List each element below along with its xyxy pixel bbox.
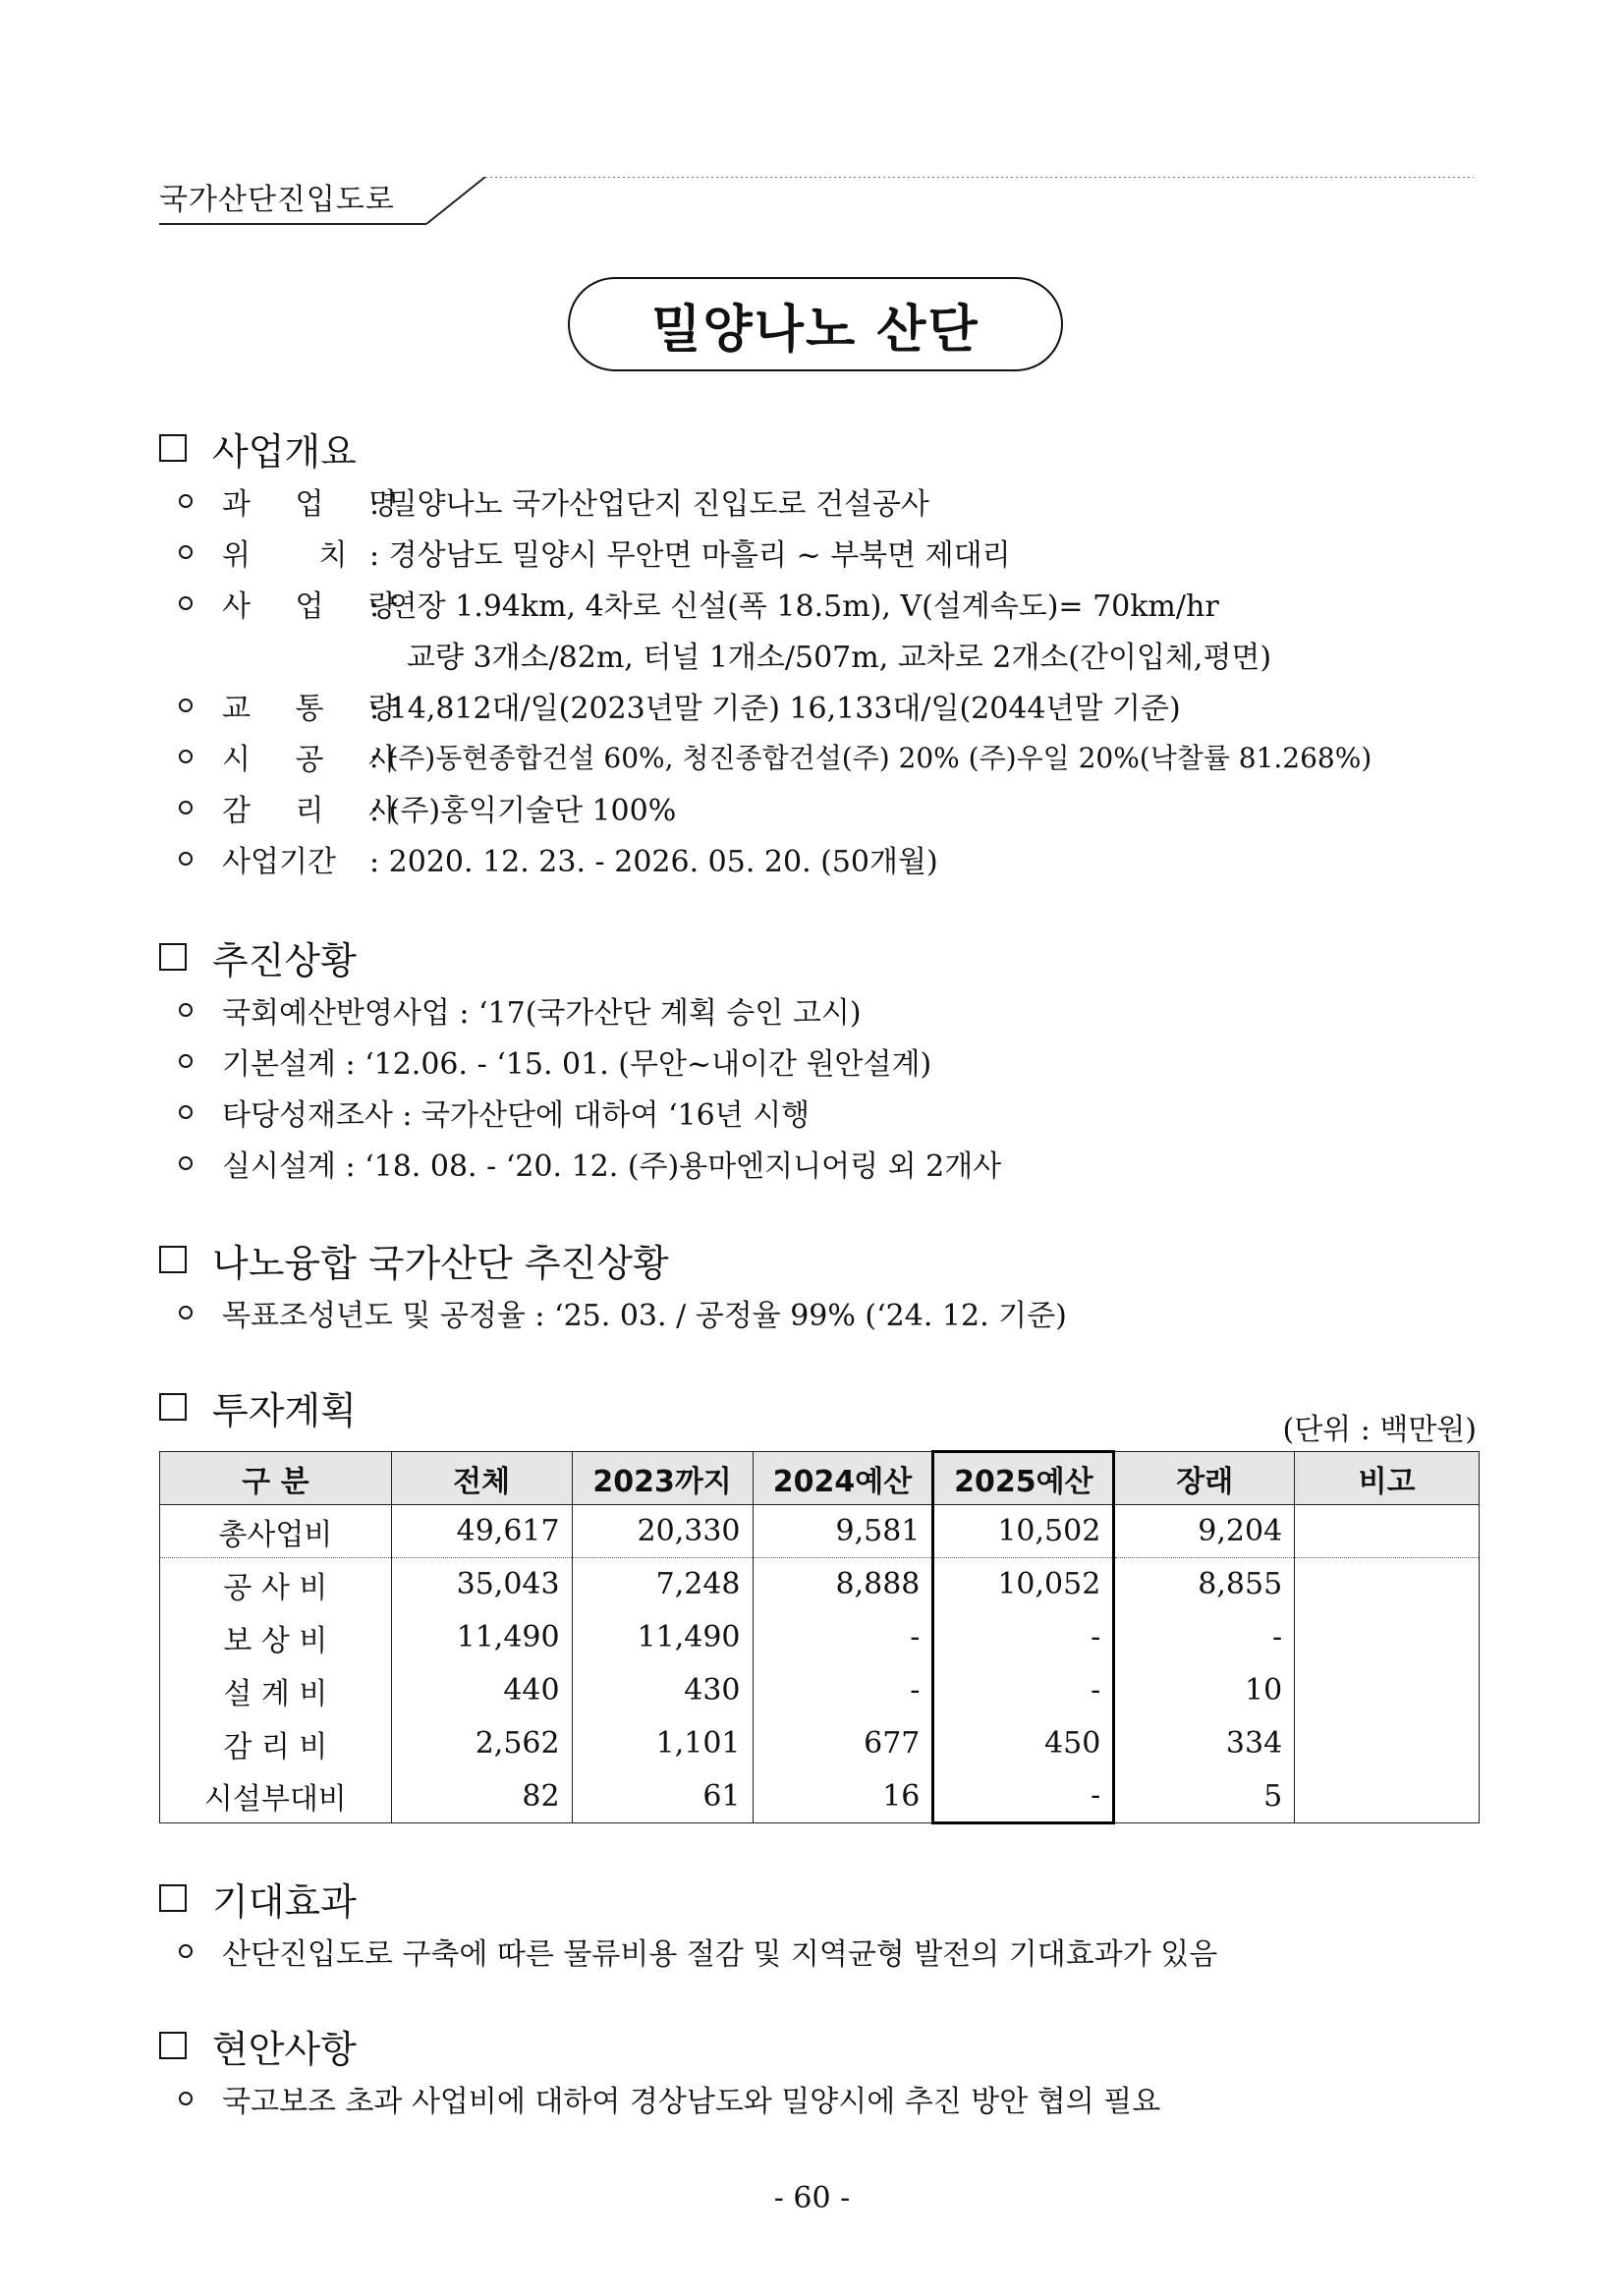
circle-bullet-icon — [179, 545, 193, 559]
checkbox-square-icon — [159, 1393, 187, 1421]
cell-2024: 16 — [753, 1770, 933, 1823]
item-text: 기본설계 : ‘12.06. - ‘15. 01. (무안~내이간 원안설계) — [222, 1047, 932, 1082]
circle-bullet-icon — [179, 2092, 193, 2105]
checkbox-square-icon — [159, 1884, 187, 1912]
item-value: : 2020. 12. 23. - 2026. 05. 20. (50개월) — [369, 845, 938, 879]
header-category: 국가산단진입도로 — [159, 183, 395, 217]
section-heading — [159, 929, 1001, 984]
cell-2025: 10,052 — [933, 1558, 1114, 1611]
column-header: 장래 — [1114, 1452, 1295, 1505]
list-item — [159, 984, 1001, 1036]
cell-total: 11,490 — [391, 1611, 572, 1664]
cell-total: 440 — [391, 1664, 572, 1717]
cell-2023: 11,490 — [572, 1611, 753, 1664]
item-label: 시 공 사 — [222, 743, 416, 777]
cell-2025: - — [933, 1770, 1114, 1823]
cell-remarks — [1295, 1505, 1480, 1558]
column-header: 비고 — [1295, 1452, 1480, 1505]
cell-remarks — [1295, 1770, 1480, 1823]
item-text: 실시설계 : ‘18. 08. - ‘20. 12. (주)용마엔지니어링 외 2개사 — [222, 1149, 1002, 1184]
list-item — [159, 1036, 1001, 1087]
list-item — [159, 476, 1372, 527]
item-value: : (주)홍익기술단 100% — [369, 794, 677, 828]
list-item — [159, 1926, 1217, 1977]
row-category: 총사업비 — [160, 1505, 392, 1558]
section-title: 추진상황 — [212, 938, 357, 982]
section-title: 현안사항 — [212, 2027, 357, 2071]
section-progress — [159, 929, 1001, 1189]
list-item — [159, 680, 1372, 731]
item-value: : 밀양나노 국가산업단지 진입도로 건설공사 — [369, 487, 929, 522]
section-investment — [159, 1379, 357, 1434]
list-item — [159, 1287, 1067, 1338]
cell-2023: 7,248 — [572, 1558, 753, 1611]
section-title: 나노융합 국가산단 추진상황 — [212, 1241, 669, 1285]
circle-bullet-icon — [179, 801, 193, 814]
cell-remarks — [1295, 1717, 1480, 1770]
cell-2025: 10,502 — [933, 1505, 1114, 1558]
title-box — [568, 277, 1063, 371]
section-heading — [159, 1379, 357, 1434]
cell-total: 2,562 — [391, 1717, 572, 1770]
section-overview — [159, 420, 1372, 884]
table-row — [160, 1717, 1480, 1770]
section-nano — [159, 1232, 1067, 1338]
list-item — [159, 782, 1372, 833]
cell-remarks — [1295, 1664, 1480, 1717]
circle-bullet-icon — [179, 1156, 193, 1170]
item-label: 감 리 사 — [222, 794, 416, 828]
table-row — [160, 1770, 1480, 1823]
list-item — [159, 1138, 1001, 1189]
item-value: : 경상남도 밀양시 무안면 마흘리 ~ 부북면 제대리 — [369, 538, 1011, 573]
item-label: 과 업 명 — [222, 487, 416, 522]
cell-2025: 450 — [933, 1717, 1114, 1770]
cell-future: - — [1114, 1611, 1295, 1664]
cell-remarks — [1295, 1611, 1480, 1664]
item-label: 교 통 량 — [222, 692, 416, 726]
cell-total: 35,043 — [391, 1558, 572, 1611]
column-header-highlighted: 2025예산 — [933, 1452, 1114, 1505]
section-heading — [159, 1871, 1217, 1926]
row-category: 보 상 비 — [160, 1611, 392, 1664]
cell-2024: 677 — [753, 1717, 933, 1770]
cell-2023: 430 — [572, 1664, 753, 1717]
cell-2023: 20,330 — [572, 1505, 753, 1558]
section-heading — [159, 2018, 1160, 2073]
item-label: 사업기간 — [222, 845, 336, 879]
section-issues — [159, 2018, 1160, 2124]
checkbox-square-icon — [159, 943, 187, 971]
circle-bullet-icon — [179, 852, 193, 866]
table-row — [160, 1611, 1480, 1664]
cell-future: 5 — [1114, 1770, 1295, 1823]
circle-bullet-icon — [179, 1944, 193, 1958]
list-item — [159, 833, 1372, 884]
cell-future: 8,855 — [1114, 1558, 1295, 1611]
cell-future: 10 — [1114, 1664, 1295, 1717]
item-value: 교량 3개소/82m, 터널 1개소/507m, 교차로 2개소(간이입체,평면) — [407, 641, 1272, 675]
section-title: 투자계획 — [212, 1388, 357, 1432]
cell-2024: 9,581 — [753, 1505, 933, 1558]
item-label: 위 치 — [222, 538, 348, 573]
page-title: 밀양나노 산단 — [651, 300, 980, 360]
list-item-continuation — [159, 629, 1372, 680]
circle-bullet-icon — [179, 1003, 193, 1017]
item-label: 사 업 량 — [222, 589, 416, 624]
table-row — [160, 1664, 1480, 1717]
item-text: 국회예산반영사업 : ‘17(국가산단 계획 승인 고시) — [222, 996, 862, 1031]
table-row — [160, 1505, 1480, 1558]
section-title: 사업개요 — [212, 429, 357, 474]
section-heading — [159, 420, 1372, 476]
section-effect — [159, 1871, 1217, 1977]
row-category: 시설부대비 — [160, 1770, 392, 1823]
list-item — [159, 2073, 1160, 2124]
list-item — [159, 731, 1372, 782]
section-title: 기대효과 — [212, 1879, 357, 1924]
investment-table — [159, 1450, 1480, 1824]
cell-future: 9,204 — [1114, 1505, 1295, 1558]
cell-2024: - — [753, 1664, 933, 1717]
cell-2025: - — [933, 1664, 1114, 1717]
list-item — [159, 527, 1372, 578]
item-text: 국고보조 초과 사업비에 대하여 경상남도와 밀양시에 추진 방안 협의 필요 — [222, 2085, 1161, 2119]
item-value: : 14,812대/일(2023년말 기준) 16,133대/일(2044년말 기준) — [369, 692, 1181, 726]
item-text: 타당성재조사 : 국가산단에 대하여 ‘16년 시행 — [222, 1098, 811, 1133]
item-value: : (주)동현종합건설 60%, 청진종합건설(주) 20% (주)우일 20%(낙찰률 81.268%) — [369, 742, 1372, 774]
circle-bullet-icon — [179, 1306, 193, 1319]
table-header-row — [160, 1452, 1480, 1505]
circle-bullet-icon — [179, 494, 193, 508]
item-value: : 연장 1.94km, 4차로 신설(폭 18.5m), V(설계속도)= 70km/hr — [369, 589, 1219, 624]
column-header: 구 분 — [160, 1452, 392, 1505]
page-number: - 60 - — [773, 2181, 851, 2215]
item-text: 산단진입도로 구축에 따른 물류비용 절감 및 지역균형 발전의 기대효과가 있음 — [222, 1937, 1218, 1972]
item-text: 목표조성년도 및 공정율 : ‘25. 03. / 공정율 99% (‘24. 12. 기준) — [222, 1299, 1067, 1333]
circle-bullet-icon — [179, 750, 193, 763]
cell-future: 334 — [1114, 1717, 1295, 1770]
section-heading — [159, 1232, 1067, 1287]
cell-2023: 1,101 — [572, 1717, 753, 1770]
cell-2024: 8,888 — [753, 1558, 933, 1611]
column-header: 2024예산 — [753, 1452, 933, 1505]
circle-bullet-icon — [179, 699, 193, 712]
circle-bullet-icon — [179, 1105, 193, 1119]
cell-2025: - — [933, 1611, 1114, 1664]
circle-bullet-icon — [179, 1054, 193, 1068]
checkbox-square-icon — [159, 434, 187, 462]
column-header: 2023까지 — [572, 1452, 753, 1505]
list-item — [159, 1087, 1001, 1138]
row-category: 설 계 비 — [160, 1664, 392, 1717]
cell-remarks — [1295, 1558, 1480, 1611]
column-header: 전체 — [391, 1452, 572, 1505]
checkbox-square-icon — [159, 2032, 187, 2059]
cell-total: 82 — [391, 1770, 572, 1823]
row-category: 공 사 비 — [160, 1558, 392, 1611]
list-item — [159, 578, 1372, 629]
circle-bullet-icon — [179, 596, 193, 610]
cell-2023: 61 — [572, 1770, 753, 1823]
row-category: 감 리 비 — [160, 1717, 392, 1770]
cell-total: 49,617 — [391, 1505, 572, 1558]
checkbox-square-icon — [159, 1246, 187, 1273]
cell-2024: - — [753, 1611, 933, 1664]
table-row — [160, 1558, 1480, 1611]
unit-note: (단위 : 백만원) — [1282, 1413, 1477, 1447]
